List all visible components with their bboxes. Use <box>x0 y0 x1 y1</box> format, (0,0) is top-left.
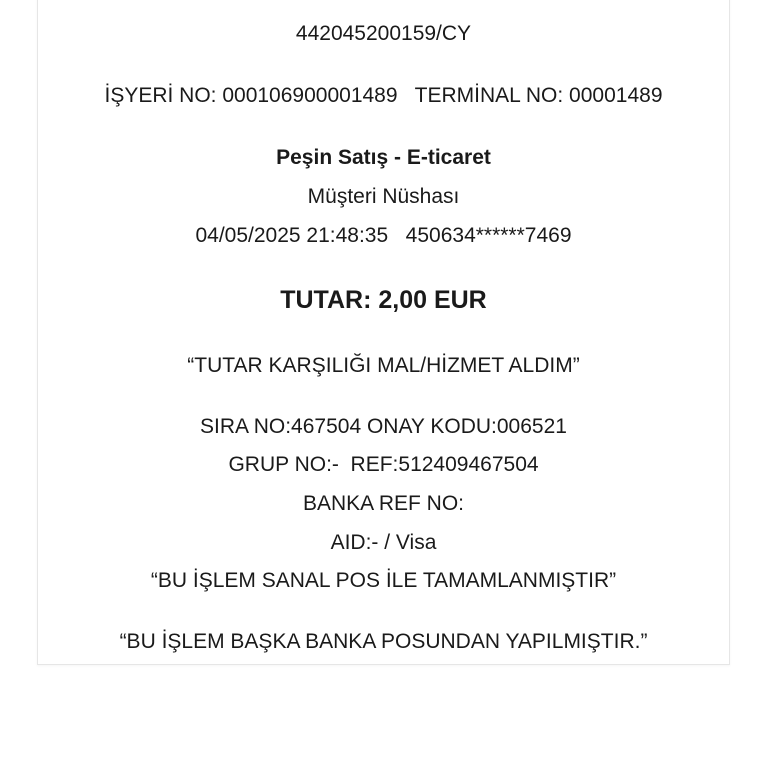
receipt-card <box>37 0 730 665</box>
date-card-line: 04/05/2025 21:48:35 450634******7469 <box>195 224 572 247</box>
sequence-approval-line: SIRA NO:467504 ONAY KODU:006521 <box>200 415 567 438</box>
merchant-id-line: 442045200159/CY <box>295 22 472 45</box>
workplace-terminal-line: İŞYERİ NO: 000106900001489 TERMİNAL NO: 00001489 <box>104 84 663 107</box>
other-bank-note: “BU İŞLEM BAŞKA BANKA POSUNDAN YAPILMIŞTIR.” <box>119 630 648 653</box>
aid-line: AID:- / Visa <box>330 531 437 554</box>
copy-type: Müşteri Nüshası <box>307 185 460 208</box>
amount-line: TUTAR: 2,00 EUR <box>280 286 487 314</box>
acknowledgement-text: “TUTAR KARŞILIĞI MAL/HİZMET ALDIM” <box>187 354 580 377</box>
transaction-type: Peşin Satış - E-ticaret <box>276 146 491 169</box>
bank-ref-line: BANKA REF NO: <box>302 492 465 515</box>
group-ref-line: GRUP NO:- REF:512409467504 <box>228 453 539 476</box>
virtual-pos-note: “BU İŞLEM SANAL POS İLE TAMAMLANMIŞTIR” <box>150 569 617 592</box>
